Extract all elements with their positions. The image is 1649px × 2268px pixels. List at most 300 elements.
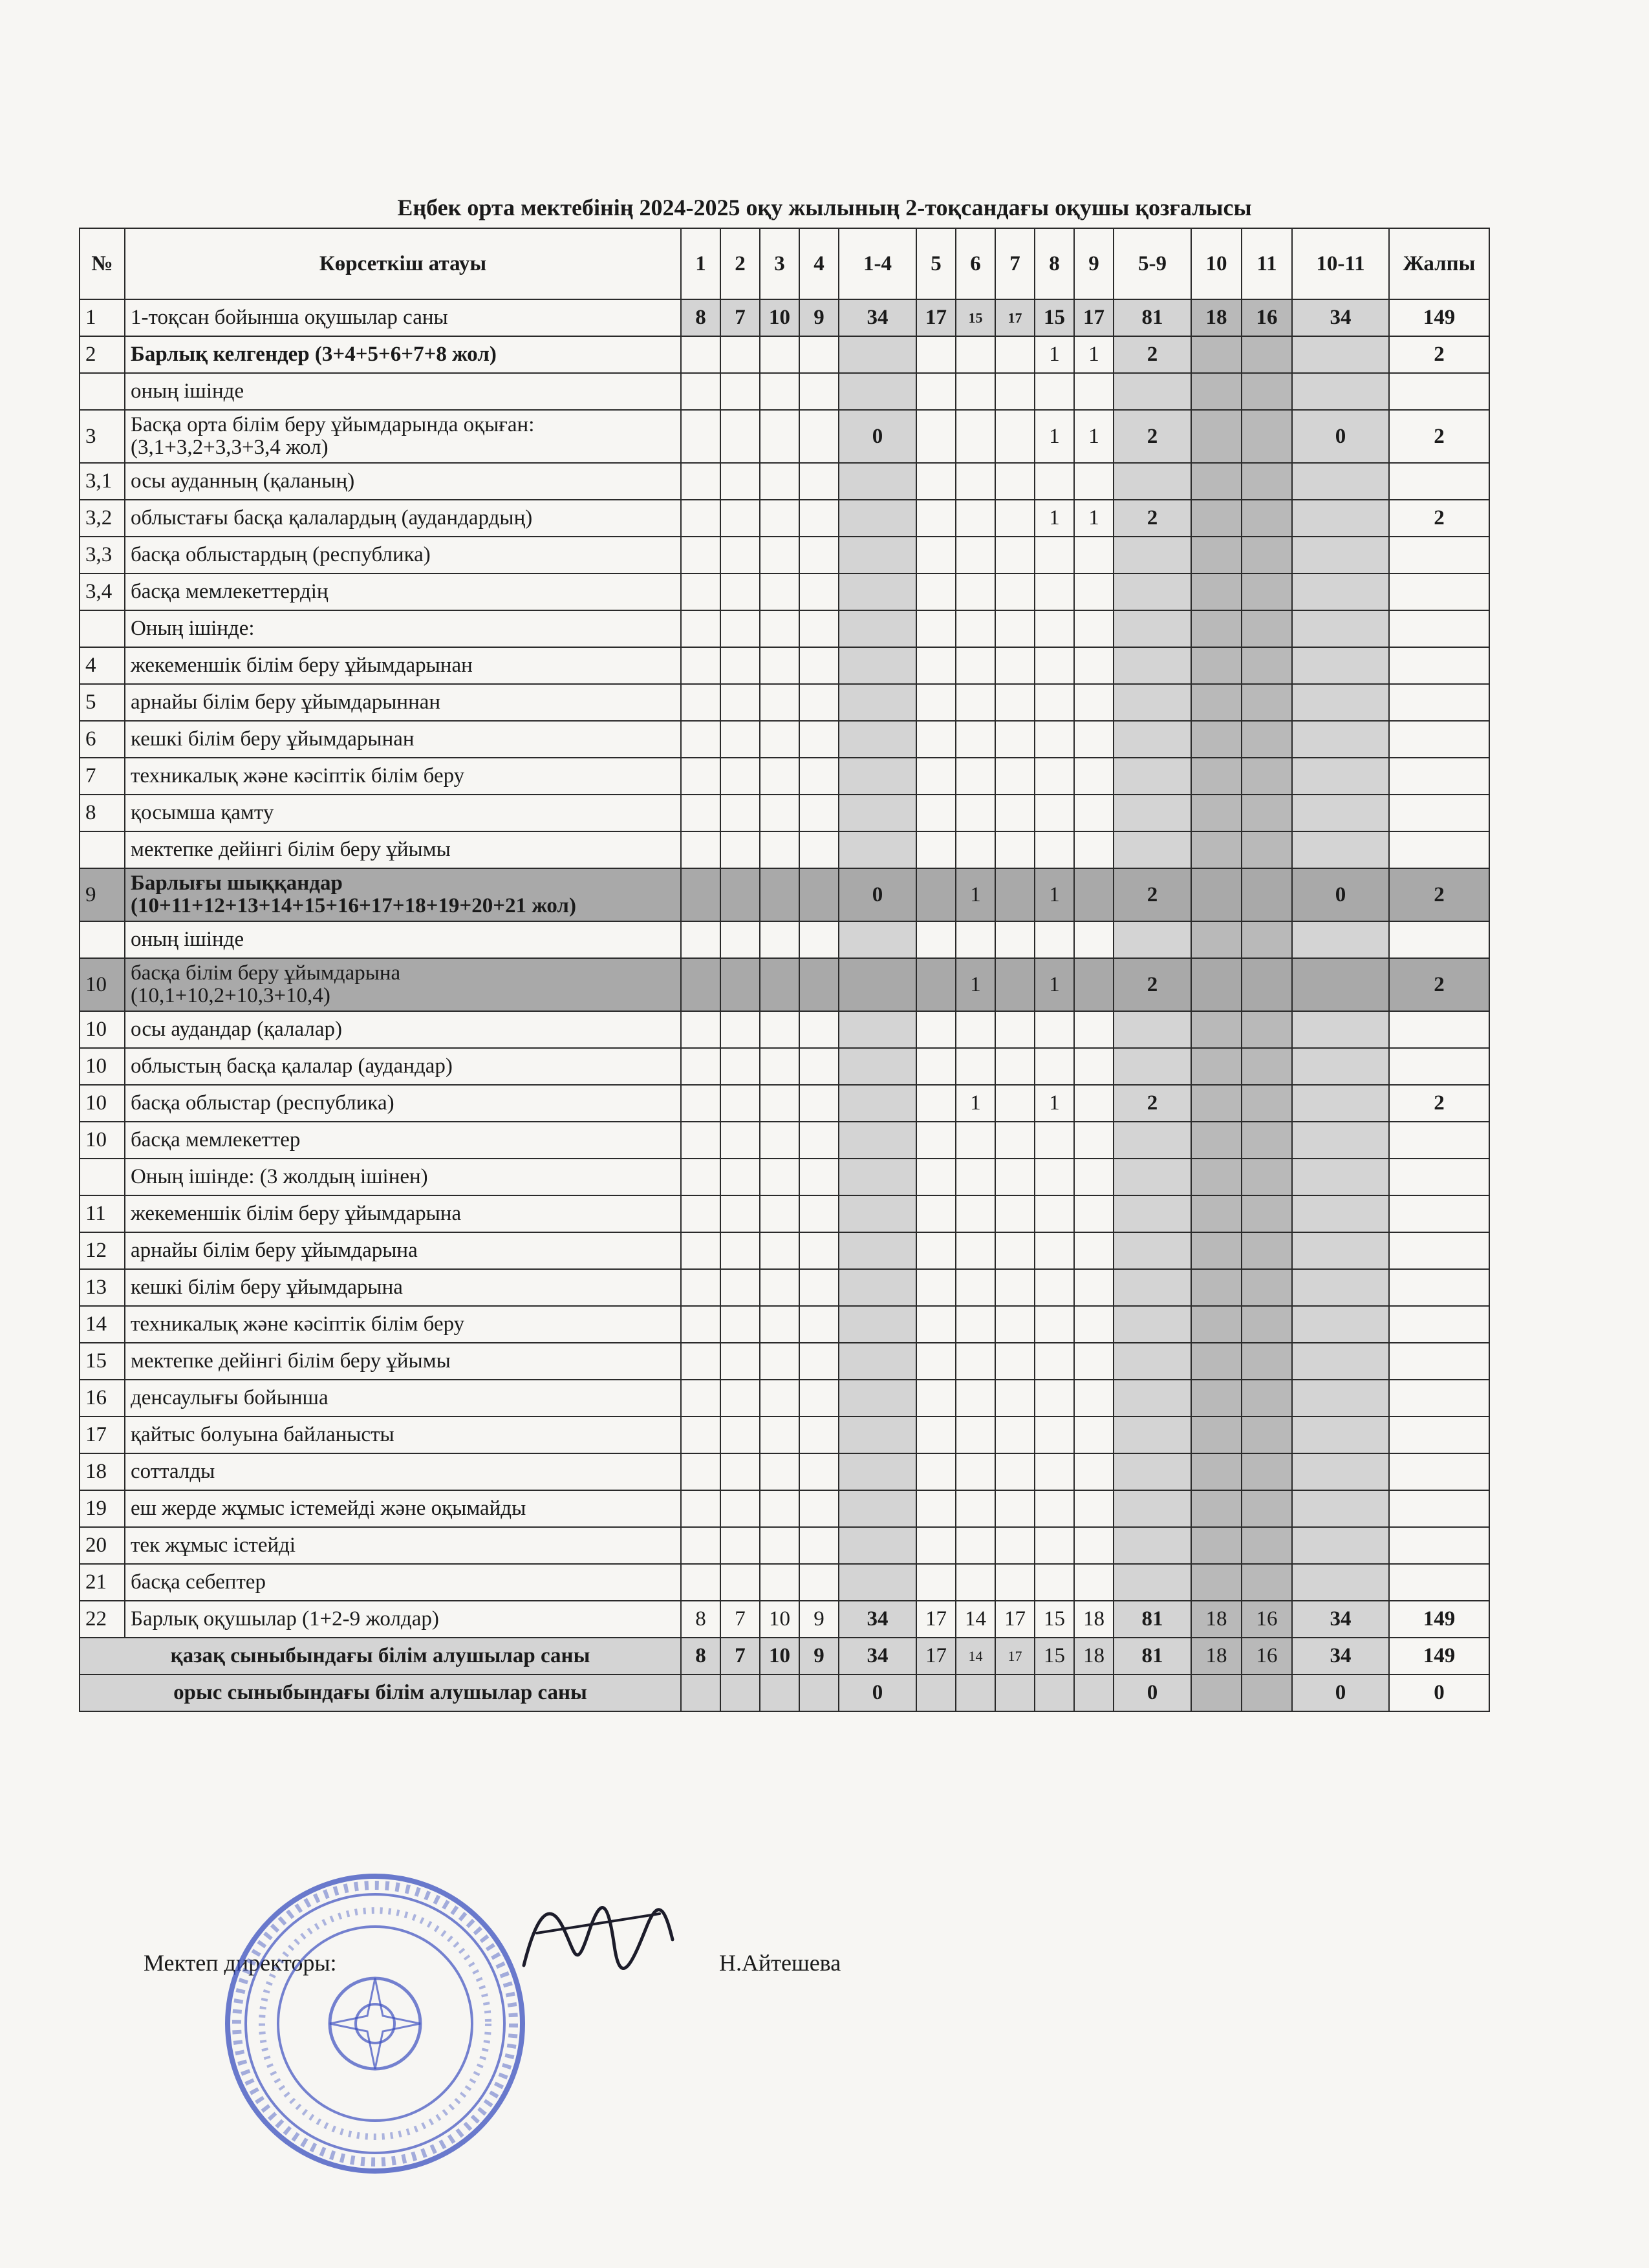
row-label-text: техникалық және кәсіптік білім беру [131, 1312, 465, 1336]
table-cell [1292, 758, 1389, 795]
row-label-text: 1-тоқсан бойынша оқушылар саны [131, 306, 448, 329]
table-cell [720, 921, 760, 958]
table-cell [839, 758, 916, 795]
table-cell [995, 1269, 1035, 1306]
table-cell [916, 1453, 956, 1490]
table-cell: 2 [1389, 410, 1489, 463]
row-label [125, 410, 681, 463]
table-cell [1035, 373, 1074, 410]
row-number: 10 [80, 1122, 125, 1159]
table-cell [1292, 684, 1389, 721]
table-cell: 0 [1389, 1674, 1489, 1711]
table-cell [799, 831, 839, 868]
table-cell [1242, 958, 1292, 1011]
header-col: 8 [1035, 228, 1074, 299]
table-cell [799, 1195, 839, 1232]
table-cell [799, 1490, 839, 1527]
table-cell [1191, 1306, 1242, 1343]
table-cell [839, 1269, 916, 1306]
row-number: 18 [80, 1453, 125, 1490]
table-cell [760, 921, 799, 958]
table-cell [956, 336, 995, 373]
table-cell: 1 [1035, 958, 1074, 1011]
table-cell [681, 336, 720, 373]
row-label-text: Оның ішінде: [131, 617, 255, 640]
table-cell: 2 [1389, 868, 1489, 921]
table-cell [916, 647, 956, 684]
table-cell [1292, 1048, 1389, 1085]
table-row [80, 336, 1489, 373]
table-cell [720, 463, 760, 500]
table-cell [839, 537, 916, 573]
table-cell: 0 [1292, 410, 1389, 463]
table-cell [839, 1122, 916, 1159]
table-cell [720, 831, 760, 868]
table-cell [995, 1085, 1035, 1122]
table-cell [1389, 1232, 1489, 1269]
table-cell [839, 1490, 916, 1527]
table-cell [760, 1380, 799, 1417]
row-number: 12 [80, 1232, 125, 1269]
table-cell [1191, 758, 1242, 795]
row-label [125, 921, 681, 958]
table-cell [1035, 1159, 1074, 1195]
table-cell [760, 573, 799, 610]
table-cell: 7 [720, 1601, 760, 1638]
summary-label: қазақ сыныбындағы білім алушылар саны [80, 1638, 681, 1674]
table-cell [720, 1453, 760, 1490]
table-cell [995, 1490, 1035, 1527]
table-cell [916, 831, 956, 868]
table-cell [1292, 373, 1389, 410]
table-row [80, 410, 1489, 463]
table-cell [760, 958, 799, 1011]
table-cell [1191, 1159, 1242, 1195]
table-cell [1114, 1380, 1191, 1417]
table-cell [681, 1343, 720, 1380]
table-cell [956, 721, 995, 758]
table-cell: 1 [956, 958, 995, 1011]
table-cell [681, 1159, 720, 1195]
table-cell: 34 [1292, 299, 1389, 336]
table-cell [681, 958, 720, 1011]
table-cell [681, 1306, 720, 1343]
table-cell [1191, 795, 1242, 831]
table-cell [1242, 1232, 1292, 1269]
table-cell [799, 921, 839, 958]
table-cell [916, 610, 956, 647]
table-cell: 1 [1035, 336, 1074, 373]
row-label [125, 500, 681, 537]
table-cell [1074, 373, 1114, 410]
table-cell [1074, 537, 1114, 573]
table-cell: 34 [839, 1638, 916, 1674]
table-row [80, 1306, 1489, 1343]
header-col: 3 [760, 228, 799, 299]
row-label [125, 1380, 681, 1417]
table-cell [681, 1011, 720, 1048]
table-cell [681, 610, 720, 647]
table-cell [1074, 684, 1114, 721]
table-cell [1242, 647, 1292, 684]
table-cell [1074, 958, 1114, 1011]
table-cell [720, 1011, 760, 1048]
table-cell [1114, 1232, 1191, 1269]
table-cell [1389, 1159, 1489, 1195]
table-cell [1191, 684, 1242, 721]
table-cell [681, 795, 720, 831]
table-cell [916, 1122, 956, 1159]
table-cell [681, 831, 720, 868]
table-row [80, 647, 1489, 684]
table-cell [1114, 831, 1191, 868]
table-cell [995, 758, 1035, 795]
table-cell [799, 500, 839, 537]
row-label [125, 795, 681, 831]
table-cell [799, 410, 839, 463]
table-cell [839, 1306, 916, 1343]
row-number: 8 [80, 795, 125, 831]
table-cell [956, 1011, 995, 1048]
table-row [80, 573, 1489, 610]
table-cell [839, 684, 916, 721]
table-cell [916, 1159, 956, 1195]
table-cell [1389, 1490, 1489, 1527]
table-cell [916, 795, 956, 831]
table-cell [760, 1085, 799, 1122]
table-cell: 14 [956, 1601, 995, 1638]
table-cell [1292, 1306, 1389, 1343]
table-cell [681, 1674, 720, 1711]
table-cell [956, 1343, 995, 1380]
table-cell [760, 463, 799, 500]
table-cell [1242, 684, 1292, 721]
table-row [80, 1122, 1489, 1159]
row-number: 1 [80, 299, 125, 336]
table-cell [1389, 831, 1489, 868]
row-number: 4 [80, 647, 125, 684]
table-cell: 17 [916, 1638, 956, 1674]
table-cell [760, 336, 799, 373]
table-cell [1114, 573, 1191, 610]
table-cell [799, 610, 839, 647]
header-col: 11 [1242, 228, 1292, 299]
row-label [125, 1490, 681, 1527]
table-cell [760, 721, 799, 758]
table-cell [681, 1048, 720, 1085]
table-cell [916, 573, 956, 610]
table-cell [681, 758, 720, 795]
table-cell [720, 373, 760, 410]
header-row [80, 228, 1489, 299]
table-cell [995, 610, 1035, 647]
table-cell [720, 537, 760, 573]
table-cell [760, 1306, 799, 1343]
row-label-text: жекеменшік білім беру ұйымдарынан [131, 654, 473, 677]
table-row [80, 1011, 1489, 1048]
row-number: 2 [80, 336, 125, 373]
table-cell [760, 647, 799, 684]
table-cell [1242, 831, 1292, 868]
table-row [80, 1269, 1489, 1306]
table-cell: 1 [1035, 868, 1074, 921]
row-number: 19 [80, 1490, 125, 1527]
table-cell [1389, 1453, 1489, 1490]
table-cell: 34 [839, 299, 916, 336]
table-cell [799, 537, 839, 573]
table-cell [1242, 1048, 1292, 1085]
table-cell [839, 500, 916, 537]
table-cell [1191, 868, 1242, 921]
table-cell [760, 684, 799, 721]
row-label [125, 610, 681, 647]
table-cell [1292, 1232, 1389, 1269]
table-cell [1074, 573, 1114, 610]
table-row [80, 500, 1489, 537]
table-cell: 8 [681, 1601, 720, 1638]
table-row [80, 958, 1489, 1011]
table-cell [1114, 610, 1191, 647]
table-cell [681, 684, 720, 721]
table-cell [1074, 795, 1114, 831]
table-cell [720, 721, 760, 758]
table-cell [839, 1564, 916, 1601]
header-col: 10-11 [1292, 228, 1389, 299]
table-cell [681, 1195, 720, 1232]
table-cell [956, 1674, 995, 1711]
table-cell [916, 1564, 956, 1601]
row-number [80, 1159, 125, 1195]
official-seal-icon [220, 1868, 530, 2179]
table-cell [1191, 463, 1242, 500]
table-cell [916, 1417, 956, 1453]
table-cell [1191, 1527, 1242, 1564]
table-cell: 2 [1114, 958, 1191, 1011]
row-number [80, 610, 125, 647]
row-label-text: осы ауданның (қаланың) [131, 469, 355, 493]
table-cell [1191, 1048, 1242, 1085]
table-cell [1114, 647, 1191, 684]
table-cell [1035, 684, 1074, 721]
table-cell [995, 647, 1035, 684]
table-cell [916, 868, 956, 921]
row-label-text: еш жерде жұмыс істемейді және оқымайды [131, 1497, 526, 1520]
table-cell [1242, 1011, 1292, 1048]
row-number: 3,4 [80, 573, 125, 610]
table-cell [839, 958, 916, 1011]
table-cell: 1 [1035, 410, 1074, 463]
table-cell [1035, 537, 1074, 573]
table-row [80, 463, 1489, 500]
table-cell [720, 1159, 760, 1195]
table-cell [1114, 1417, 1191, 1453]
table-cell [799, 1232, 839, 1269]
table-cell [681, 1453, 720, 1490]
table-cell [839, 831, 916, 868]
table-cell [1035, 1011, 1074, 1048]
table-cell [1242, 1269, 1292, 1306]
row-label-text: Барлық келгендер (3+4+5+6+7+8 жол) [131, 343, 497, 366]
row-label-text: оның ішінде [131, 380, 244, 403]
table-cell [995, 336, 1035, 373]
table-cell [1074, 721, 1114, 758]
table-cell [1191, 958, 1242, 1011]
row-label [125, 1564, 681, 1601]
table-cell [1074, 1011, 1114, 1048]
table-cell [1074, 1527, 1114, 1564]
table-cell: 2 [1114, 410, 1191, 463]
table-cell [1389, 1195, 1489, 1232]
table-cell [681, 1085, 720, 1122]
table-cell [956, 1490, 995, 1527]
table-cell [1191, 921, 1242, 958]
table-cell [916, 1343, 956, 1380]
table-cell [956, 1527, 995, 1564]
row-label [125, 1011, 681, 1048]
table-cell [681, 1232, 720, 1269]
table-cell [1035, 721, 1074, 758]
table-cell [1242, 795, 1292, 831]
signature-icon [511, 1888, 679, 1985]
director-label: Мектеп директоры: [144, 1950, 337, 1976]
table-cell: 17 [995, 1601, 1035, 1638]
document-title: Еңбек орта мектебінің 2024-2025 оқу жылының 2-тоқсандағы оқушы қозғалысы [397, 195, 1252, 220]
table-cell [1035, 463, 1074, 500]
table-cell: 2 [1114, 868, 1191, 921]
row-label [125, 1417, 681, 1453]
row-label-text: Басқа орта білім беру ұйымдарында оқыған: [131, 413, 535, 437]
table-cell [916, 958, 956, 1011]
header-name: Көрсеткіш атауы [125, 228, 681, 299]
table-cell [995, 1343, 1035, 1380]
row-number: 7 [80, 758, 125, 795]
table-cell [1074, 1232, 1114, 1269]
table-cell [760, 1159, 799, 1195]
table-cell: 7 [720, 1638, 760, 1674]
table-cell: 17 [1074, 299, 1114, 336]
table-cell [799, 573, 839, 610]
table-cell [1242, 1527, 1292, 1564]
table-cell: 14 [956, 1638, 995, 1674]
table-cell [1389, 1306, 1489, 1343]
table-row [80, 1159, 1489, 1195]
table-cell [1035, 1380, 1074, 1417]
row-label [125, 868, 681, 921]
table-cell: 2 [1389, 958, 1489, 1011]
table-cell [916, 684, 956, 721]
table-cell [720, 610, 760, 647]
table-cell [1191, 1195, 1242, 1232]
table-cell [799, 336, 839, 373]
table-cell [1114, 537, 1191, 573]
table-cell [720, 1674, 760, 1711]
table-cell [1035, 610, 1074, 647]
table-cell [1292, 1564, 1389, 1601]
table-cell [1114, 1269, 1191, 1306]
table-cell [956, 373, 995, 410]
table-cell [995, 1674, 1035, 1711]
table-row [80, 1048, 1489, 1085]
table-cell: 1 [956, 1085, 995, 1122]
table-cell: 1 [1074, 410, 1114, 463]
table-cell [720, 1195, 760, 1232]
table-cell [1292, 500, 1389, 537]
row-label-text: облыстағы басқа қалалардың (аудандардың) [131, 506, 533, 530]
table-cell: 34 [839, 1601, 916, 1638]
table-cell [681, 463, 720, 500]
table-cell [995, 1232, 1035, 1269]
table-cell: 17 [995, 1638, 1035, 1674]
table-cell [839, 795, 916, 831]
table-cell [916, 1085, 956, 1122]
table-cell: 81 [1114, 1601, 1191, 1638]
table-cell [799, 1343, 839, 1380]
row-number: 3,2 [80, 500, 125, 537]
table-cell: 15 [1035, 1638, 1074, 1674]
table-cell [1389, 1380, 1489, 1417]
table-cell: 2 [1389, 336, 1489, 373]
table-cell: 149 [1389, 299, 1489, 336]
table-cell [1035, 758, 1074, 795]
movement-table [79, 228, 1490, 1712]
table-cell [1114, 795, 1191, 831]
header-col: 6 [956, 228, 995, 299]
table-cell [956, 1195, 995, 1232]
table-cell [1389, 795, 1489, 831]
table-cell [1292, 831, 1389, 868]
table-cell: 0 [1292, 868, 1389, 921]
table-cell [681, 573, 720, 610]
row-number [80, 921, 125, 958]
table-cell [916, 1527, 956, 1564]
row-label-text: арнайы білім беру ұйымдарына [131, 1239, 418, 1262]
table-cell [1074, 1417, 1114, 1453]
table-cell [720, 1232, 760, 1269]
table-cell [720, 1564, 760, 1601]
table-row [80, 1195, 1489, 1232]
table-cell [1389, 610, 1489, 647]
table-cell [1074, 1306, 1114, 1343]
header-col: 10 [1191, 228, 1242, 299]
table-cell [1389, 721, 1489, 758]
row-number: 3,1 [80, 463, 125, 500]
table-cell [839, 921, 916, 958]
table-cell [1074, 1195, 1114, 1232]
table-cell: 8 [681, 1638, 720, 1674]
table-cell [1191, 1380, 1242, 1417]
table-cell [1114, 1122, 1191, 1159]
table-cell [1292, 610, 1389, 647]
header-col: 4 [799, 228, 839, 299]
row-label-text: техникалық және кәсіптік білім беру [131, 764, 465, 787]
table-cell [1389, 1269, 1489, 1306]
row-number [80, 831, 125, 868]
table-cell [799, 758, 839, 795]
table-cell [995, 1011, 1035, 1048]
table-cell [720, 758, 760, 795]
row-number: 11 [80, 1195, 125, 1232]
row-label-text: мектепке дейінгі білім беру ұйымы [131, 838, 451, 861]
row-label [125, 1085, 681, 1122]
row-label-text: мектепке дейінгі білім беру ұйымы [131, 1349, 451, 1373]
table-cell [799, 647, 839, 684]
table-cell [1242, 1306, 1292, 1343]
table-cell [1292, 1269, 1389, 1306]
table-cell [760, 1527, 799, 1564]
table-cell [956, 1306, 995, 1343]
table-cell [1074, 610, 1114, 647]
table-cell [720, 1085, 760, 1122]
